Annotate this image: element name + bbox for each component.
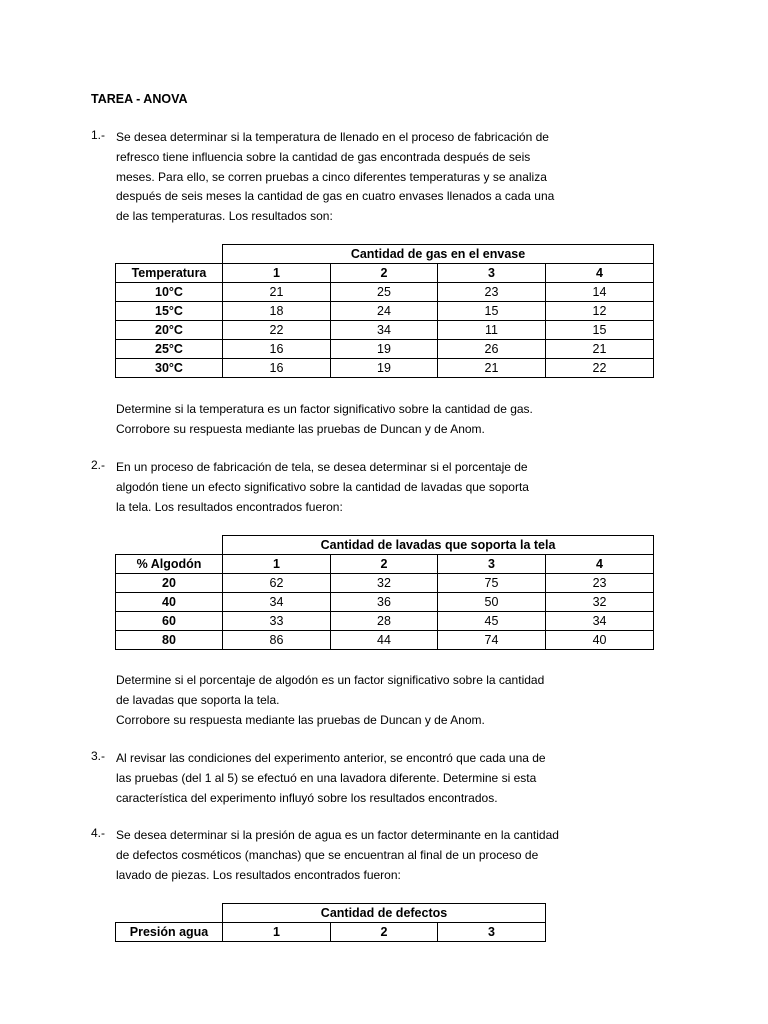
table-cell: 15 <box>438 302 546 321</box>
question-text-line: lavado de piezas. Los resultados encontrados fueron: <box>116 867 401 882</box>
table-row <box>116 612 654 631</box>
question-text-line: algodón tiene un efecto significativo sobre la cantidad de lavadas que soporta <box>116 479 529 494</box>
column-header: 3 <box>438 923 546 942</box>
table-cell: 21 <box>546 340 654 359</box>
table-cell: 86 <box>223 631 331 650</box>
question-text-line: meses. Para ello, se corren pruebas a cinco diferentes temperaturas y se analiza <box>116 169 547 184</box>
question-number: 2.- <box>91 458 106 472</box>
instruction-line: Determine si el porcentaje de algodón es un factor significativo sobre la cantidad <box>116 673 545 687</box>
table-row <box>116 574 654 593</box>
table-row <box>116 321 654 340</box>
question-number: 3.- <box>91 749 106 763</box>
table-cell: 18 <box>223 302 331 321</box>
table-cell: 33 <box>223 612 331 631</box>
table-group-header: Cantidad de lavadas que soporta la tela <box>223 536 654 555</box>
column-header: 2 <box>331 264 438 283</box>
column-header: 1 <box>223 555 331 574</box>
table-group-header: Cantidad de gas en el envase <box>223 245 654 264</box>
table-cell: 23 <box>438 283 546 302</box>
row-header: % Algodón <box>116 555 223 574</box>
table-row <box>116 283 654 302</box>
table-cell: 44 <box>331 631 438 650</box>
row-label: 20 <box>116 574 223 593</box>
cotton-table <box>115 535 654 650</box>
document-title: TAREA - ANOVA <box>91 92 188 106</box>
table-row <box>116 631 654 650</box>
question-text-line: después de seis meses la cantidad de gas en cuatro envases llenados a cada una <box>116 189 555 204</box>
table-cell: 22 <box>546 359 654 378</box>
table-cell: 21 <box>223 283 331 302</box>
table-cell: 32 <box>546 593 654 612</box>
question-number: 1.- <box>91 128 106 142</box>
table-cell: 36 <box>331 593 438 612</box>
row-header: Temperatura <box>116 264 223 283</box>
row-label: 10°C <box>116 283 223 302</box>
table-cell: 23 <box>546 574 654 593</box>
instruction-line: Corrobore su respuesta mediante las pruebas de Duncan y de Anom. <box>116 421 485 436</box>
question-1-instructions <box>116 400 533 440</box>
table-cell: 25 <box>331 283 438 302</box>
question-text-line: la tela. Los resultados encontrados fueron: <box>116 499 343 514</box>
table-cell: 21 <box>438 359 546 378</box>
question-text-line: Se desea determinar si la presión de agua es un factor determinante en la cantidad <box>116 828 559 842</box>
table-cell: 34 <box>223 593 331 612</box>
table-cell: 45 <box>438 612 546 631</box>
table-cell: 24 <box>331 302 438 321</box>
table-cell: 14 <box>546 283 654 302</box>
table-group-header: Cantidad de defectos <box>223 904 546 923</box>
table-cell: 34 <box>331 321 438 340</box>
gas-table <box>115 244 654 378</box>
question-2-instructions <box>116 671 544 730</box>
table-cell: 11 <box>438 321 546 340</box>
table-cell: 40 <box>546 631 654 650</box>
row-label: 20°C <box>116 321 223 340</box>
question-text-line: las pruebas (del 1 al 5) se efectuó en una lavadora diferente. Determine si esta <box>116 770 537 785</box>
table-cell: 50 <box>438 593 546 612</box>
defects-table <box>115 903 546 942</box>
column-header: 4 <box>546 555 654 574</box>
row-label: 80 <box>116 631 223 650</box>
instruction-line: Corrobore su respuesta mediante las pruebas de Duncan y de Anom. <box>116 712 485 727</box>
table-cell: 28 <box>331 612 438 631</box>
table-cell: 19 <box>331 340 438 359</box>
table-row <box>116 340 654 359</box>
column-header: 3 <box>438 555 546 574</box>
question-text-line: de defectos cosméticos (manchas) que se encuentran al final de un proceso de <box>116 847 539 862</box>
table-cell: 16 <box>223 359 331 378</box>
row-label: 25°C <box>116 340 223 359</box>
table-cell: 12 <box>546 302 654 321</box>
question-text-line: Se desea determinar si la temperatura de llenado en el proceso de fabricación de <box>116 130 549 144</box>
row-label: 60 <box>116 612 223 631</box>
column-header: 3 <box>438 264 546 283</box>
question-text-line: característica del experimento influyó sobre los resultados encontrados. <box>116 790 498 805</box>
instruction-line: de lavadas que soporta la tela. <box>116 692 280 707</box>
question-number: 4.- <box>91 826 106 840</box>
question-text-line: En un proceso de fabricación de tela, se desea determinar si el porcentaje de <box>116 460 528 474</box>
column-header: 2 <box>331 555 438 574</box>
question-text-line: refresco tiene influencia sobre la cantidad de gas encontrada después de seis <box>116 149 531 164</box>
column-header: 2 <box>331 923 438 942</box>
table-cell: 22 <box>223 321 331 340</box>
table-cell: 34 <box>546 612 654 631</box>
table-row <box>116 302 654 321</box>
table-cell: 26 <box>438 340 546 359</box>
table-cell: 16 <box>223 340 331 359</box>
column-header: 1 <box>223 264 331 283</box>
column-header: 4 <box>546 264 654 283</box>
table-cell: 19 <box>331 359 438 378</box>
question-text-line: Al revisar las condiciones del experimento anterior, se encontró que cada una de <box>116 751 546 765</box>
row-label: 30°C <box>116 359 223 378</box>
table-cell: 75 <box>438 574 546 593</box>
row-label: 40 <box>116 593 223 612</box>
instruction-line: Determine si la temperatura es un factor significativo sobre la cantidad de gas. <box>116 402 533 416</box>
table-cell: 32 <box>331 574 438 593</box>
table-cell: 15 <box>546 321 654 340</box>
table-cell: 74 <box>438 631 546 650</box>
table-row <box>116 593 654 612</box>
row-label: 15°C <box>116 302 223 321</box>
column-header: 1 <box>223 923 331 942</box>
table-cell: 62 <box>223 574 331 593</box>
table-row <box>116 359 654 378</box>
row-header: Presión agua <box>116 923 223 942</box>
question-text-line: de las temperaturas. Los resultados son: <box>116 209 333 224</box>
